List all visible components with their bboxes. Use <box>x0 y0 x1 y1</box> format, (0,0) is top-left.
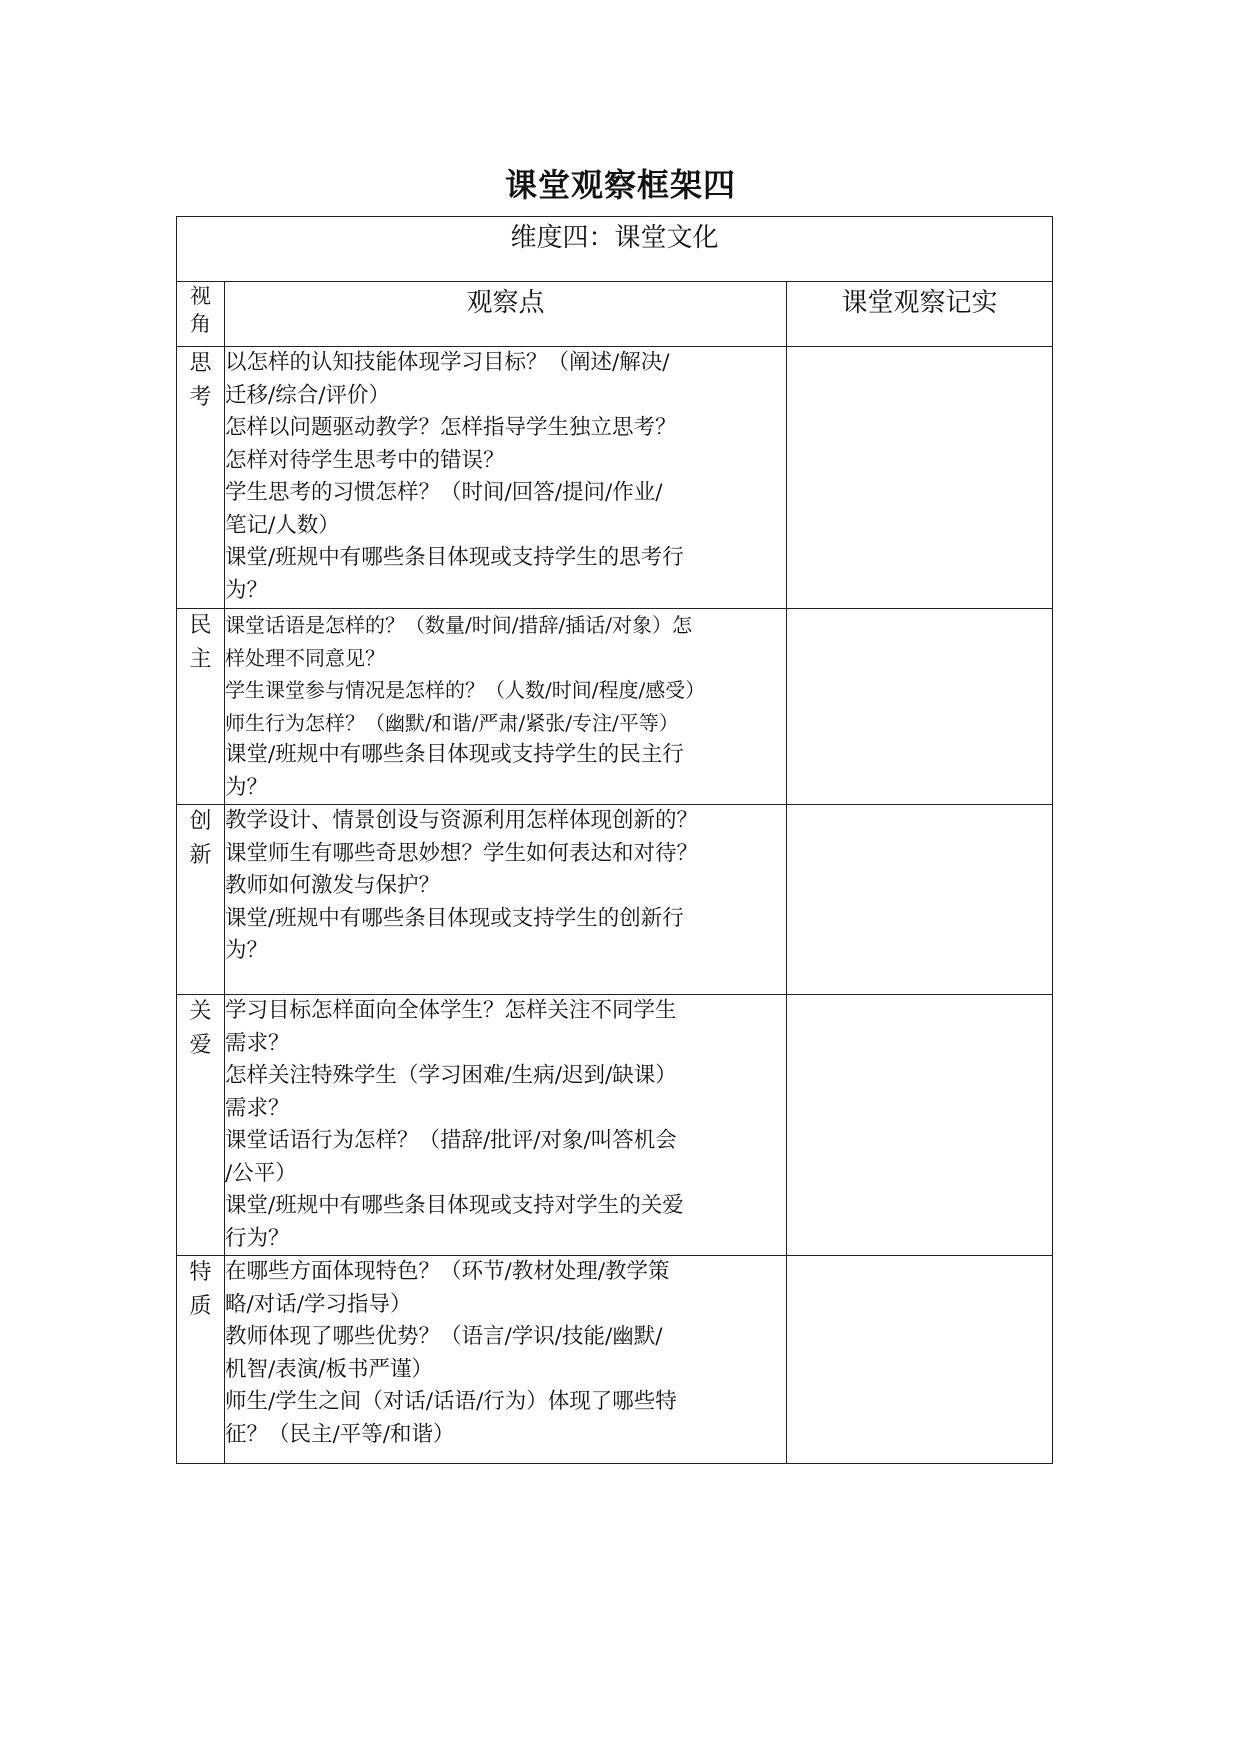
point-line: 师生/学生之间（对话/话语/行为）体现了哪些特 <box>225 1389 677 1414</box>
point-line: 以怎样的认知技能体现学习目标？（阐述/解决/ <box>225 350 670 375</box>
header-record: 课堂观察记实 <box>787 282 1053 347</box>
view-char: 爱 <box>189 1033 212 1058</box>
view-char: 民 <box>189 613 212 638</box>
point-line: 怎样关注特殊学生（学习困难/生病/迟到/缺课） <box>225 1063 677 1088</box>
point-line: 征？（民主/平等/和谐） <box>225 1421 455 1447</box>
point-line: 课堂/班规中有哪些条目体现或支持学生的思考行 <box>225 545 684 570</box>
view-char: 特 <box>189 1260 212 1285</box>
point-line: 迁移/综合/评价） <box>225 382 390 408</box>
view-cell <box>177 995 225 1256</box>
point-line: 在哪些方面体现特色？（环节/教材处理/教学策 <box>225 1259 670 1284</box>
point-line: 需求？ <box>225 1095 290 1121</box>
table-row <box>177 347 1053 609</box>
view-char: 质 <box>189 1294 212 1319</box>
observation-table <box>176 216 1053 1464</box>
view-char: 新 <box>189 843 212 868</box>
record-cell[interactable] <box>787 347 1053 609</box>
view-cell <box>177 1256 225 1464</box>
points-cell <box>225 609 787 805</box>
table-row <box>177 995 1053 1256</box>
view-cell <box>177 609 225 805</box>
points-cell <box>225 347 787 609</box>
point-line: 课堂/班规中有哪些条目体现或支持学生的创新行 <box>225 905 684 931</box>
header-points: 观察点 <box>225 282 787 347</box>
point-line: 为？ <box>225 938 269 963</box>
point-line: 笔记/人数） <box>225 512 340 538</box>
view-char: 主 <box>189 647 212 672</box>
view-cell <box>177 347 225 609</box>
table-row <box>177 1256 1053 1464</box>
point-line: 略/对话/学习指导） <box>225 1291 412 1317</box>
record-cell[interactable] <box>787 805 1053 995</box>
points-cell <box>225 1256 787 1464</box>
view-cell <box>177 805 225 995</box>
dimension-row <box>177 217 1053 282</box>
points-cell <box>225 995 787 1256</box>
point-line: 课堂/班规中有哪些条目体现或支持对学生的关爱 <box>225 1193 684 1218</box>
point-line: 师生行为怎样？（幽默/和谐/严肃/紧张/专注/平等） <box>225 710 679 735</box>
record-cell[interactable] <box>787 995 1053 1256</box>
header-view-line2: 角 <box>190 312 211 336</box>
header-row <box>177 282 1053 347</box>
view-char: 思 <box>189 351 212 376</box>
table-row <box>177 805 1053 995</box>
point-line: 怎样对待学生思考中的错误？ <box>225 447 505 473</box>
point-line: 怎样以问题驱动教学？怎样指导学生独立思考？ <box>225 415 677 440</box>
header-view-line1: 视 <box>190 284 211 308</box>
point-line: 教学设计、情景创设与资源利用怎样体现创新的？ <box>225 808 699 833</box>
record-cell[interactable] <box>787 609 1053 805</box>
point-line: 教师如何激发与保护？ <box>225 873 441 898</box>
record-cell[interactable] <box>787 1256 1053 1464</box>
point-line: 机智/表演/板书严谨） <box>225 1356 433 1382</box>
point-line: 为？ <box>225 577 269 603</box>
point-line: 课堂话语行为怎样？（措辞/批评/对象/叫答机会 <box>225 1128 677 1153</box>
point-line: 课堂话语是怎样的？（数量/时间/措辞/插话/对象）怎 <box>225 613 692 637</box>
point-line: 样处理不同意见？ <box>225 645 385 670</box>
point-line: 课堂/班规中有哪些条目体现或支持学生的民主行 <box>225 742 684 767</box>
header-view <box>177 282 225 347</box>
dimension-title: 维度四：课堂文化 <box>177 217 1053 282</box>
point-line: 为？ <box>225 774 269 800</box>
point-line: 需求？ <box>225 1030 290 1056</box>
view-char: 创 <box>189 809 212 834</box>
view-char: 考 <box>189 385 212 410</box>
view-char: 关 <box>189 999 212 1024</box>
point-line: /公平） <box>225 1160 297 1186</box>
point-line: 行为？ <box>225 1225 290 1251</box>
point-line: 学习目标怎样面向全体学生？怎样关注不同学生 <box>225 998 677 1023</box>
page-title: 课堂观察框架四 <box>504 166 736 204</box>
table-row <box>177 609 1053 805</box>
point-line: 教师体现了哪些优势？（语言/学识/技能/幽默/ <box>225 1324 663 1349</box>
points-cell <box>225 805 787 995</box>
point-line: 学生课堂参与情况是怎样的？（人数/时间/程度/感受） <box>225 678 706 702</box>
point-line: 学生思考的习惯怎样？（时间/回答/提问/作业/ <box>225 480 663 505</box>
point-line: 课堂师生有哪些奇思妙想？学生如何表达和对待？ <box>225 840 699 866</box>
